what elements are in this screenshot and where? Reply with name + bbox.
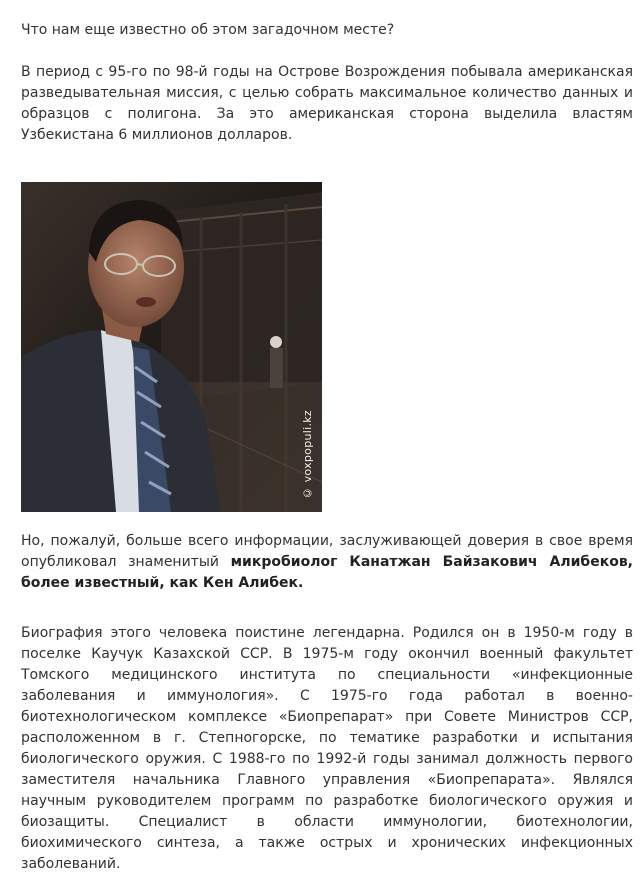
source-text: Но, пожалуй, больше всего информации, заслуживающей доверия в свое время опубликовал знаменитый (21, 533, 633, 570)
paragraph-mission: В период с 95-го по 98-й годы на Острове Возрождения побывала американская разведывательная миссия, с целью собрать максимальное количество данных и образцов с полигона. За это американская сторона выделила властям Узбекистана 6 миллионов долларов. (21, 64, 633, 143)
source-bold-name: микробиолог Канатжан Байзакович Алибеков, более известный, как Кен Алибек. (21, 554, 633, 591)
portrait-illustration (21, 182, 322, 512)
intro-question: Что нам еще известно об этом загадочном месте? (21, 22, 395, 38)
portrait-photo (21, 182, 322, 512)
photo-watermark: © voxpopuli.kz (301, 410, 314, 500)
paragraph-source (21, 531, 633, 594)
paragraph-biography: Биография этого человека поистине легендарна. Родился он в 1950-м году в поселке Каучук Казахской ССР. В 1975-м году окончил военный факультет Томского медицинского института по специальности «инфекционные заболевания и иммунология». С 1975-го года работал в военно-биотехнологическом комплексе «Биопрепарат» при Совете Министров ССР, расположенном в г. Степногорске, по тематике разработки и испытания биологического оружия. С 1988-го по 1992-й годы занимал должность первого заместителя начальника Главного управления «Биопрепарата». Являлся научным руководителем программ по разработке биологического оружия и биозащиты. Специалист в области иммунологии, биотехнологии, биохимического синтеза, а также острых и хронических инфекционных заболеваний. (21, 625, 633, 872)
